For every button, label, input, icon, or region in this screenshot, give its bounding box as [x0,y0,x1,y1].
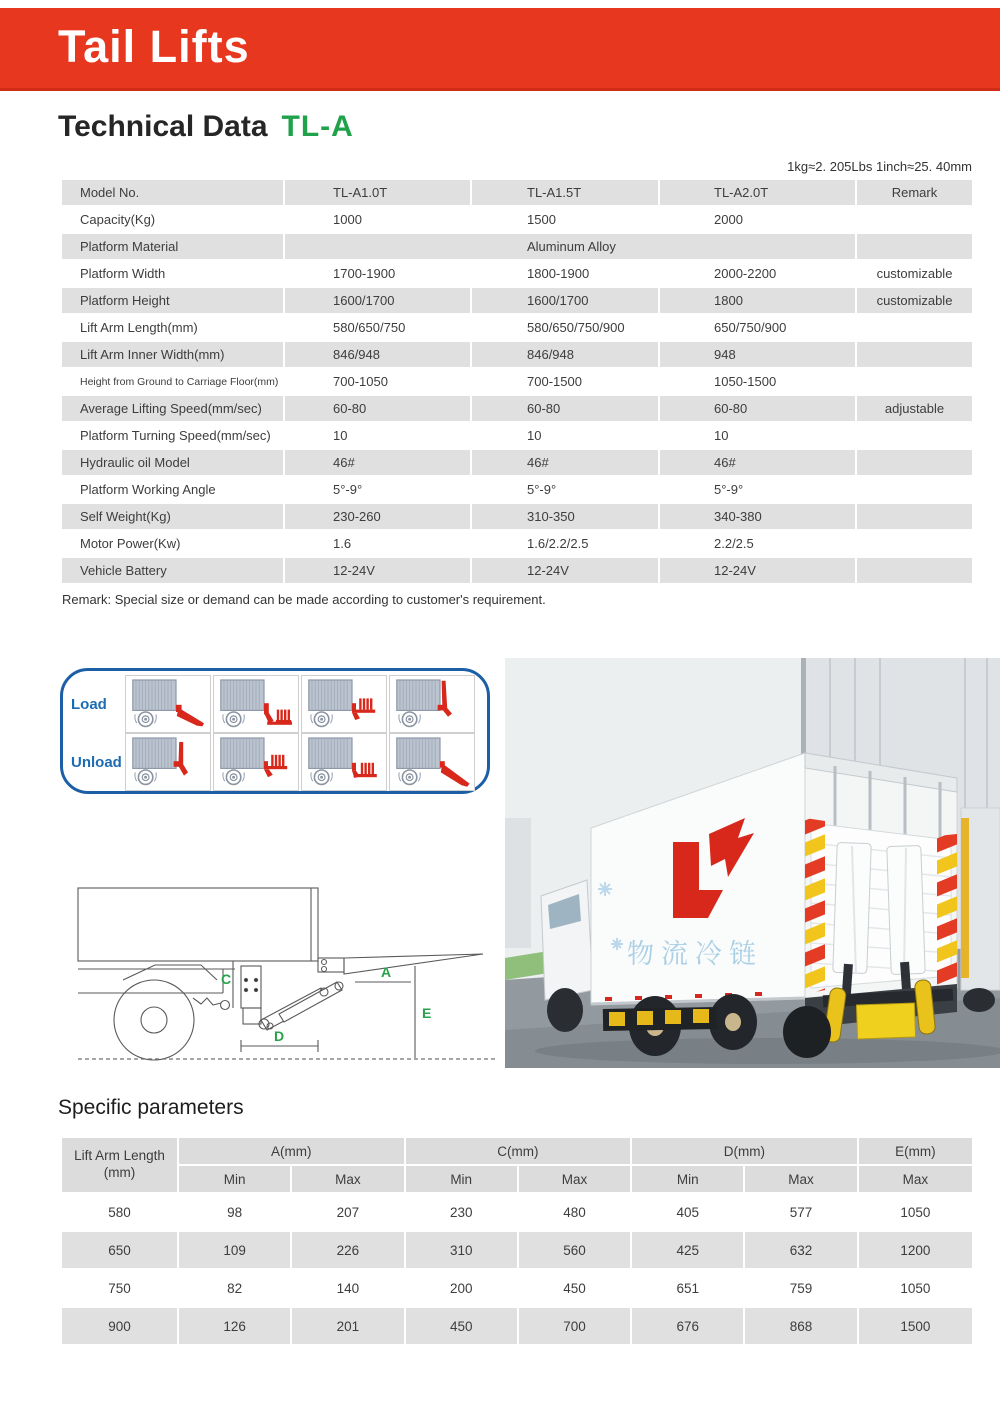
spec-value-cell: 12-24V [472,558,660,583]
param-minmax-header: Min [632,1166,745,1192]
spec-value-cell: 1800-1900 [472,261,660,286]
table-row [62,261,972,286]
spec-label-cell: Capacity(Kg) [62,207,285,232]
spec-remark-cell [857,342,972,367]
table-row [62,504,972,529]
table-row [62,1308,972,1344]
param-value-cell: 126 [179,1308,292,1344]
spec-label-cell: Platform Material [62,234,285,259]
spec-value-cell: 5°-9° [285,477,472,502]
param-value-cell: 98 [179,1194,292,1230]
spec-remark-cell [857,315,972,340]
dim-label-a: A [381,964,392,980]
unload-label: Unload [71,753,122,771]
table-row [62,450,972,475]
table-row [62,315,972,340]
spec-value-cell: 60-80 [472,396,660,421]
param-value-cell: 201 [292,1308,405,1344]
param-value-cell: 900 [62,1308,179,1344]
param-group-header: D(mm) [632,1138,859,1164]
spec-label-cell: Lift Arm Inner Width(mm) [62,342,285,367]
spec-value-cell: 10 [660,423,857,448]
param-minmax-header: Max [292,1166,405,1192]
table-footnote: Remark: Special size or demand can be made according to customer's requirement. [62,592,546,607]
table-row [62,369,972,394]
mini-truck-load-1 [125,675,211,733]
param-value-cell: 310 [406,1232,519,1268]
spec-value-cell: 2.2/2.5 [660,531,857,556]
section-heading [58,110,354,144]
spec-value-cell: 846/948 [285,342,472,367]
unit-conversion-note: 1kg≈2. 205Lbs 1inch≈25. 40mm [787,159,972,174]
tech-header-cell: TL-A1.0T [285,180,472,205]
spec-value-cell: 650/750/900 [660,315,857,340]
spec-remark-cell [857,369,972,394]
spec-label-cell: Platform Working Angle [62,477,285,502]
tech-header-cell: TL-A1.5T [472,180,660,205]
tech-header-cell: Remark [857,180,972,205]
table-row [62,342,972,367]
spec-label-cell: Vehicle Battery [62,558,285,583]
spec-remark-cell [857,450,972,475]
spec-value-cell: 1800 [660,288,857,313]
param-value-cell: 425 [632,1232,745,1268]
param-value-cell: 405 [632,1194,745,1230]
truck-photo [505,658,1000,1068]
dim-label-e: E [422,1005,432,1021]
spec-label-cell: Platform Width [62,261,285,286]
load-row [71,675,477,733]
param-value-cell: 580 [62,1194,179,1230]
table-row [62,1194,972,1230]
param-minmax-header: Min [406,1166,519,1192]
param-value-cell: 226 [292,1232,405,1268]
param-value-cell: 207 [292,1194,405,1230]
param-minmax-header: Max [519,1166,632,1192]
spec-value-cell: 310-350 [472,504,660,529]
table-row [62,423,972,448]
mini-truck-load-3 [301,675,387,733]
spec-value-cell: 1050-1500 [660,369,857,394]
param-value-cell: 109 [179,1232,292,1268]
param-value-cell: 200 [406,1270,519,1306]
spec-value-cell: 10 [285,423,472,448]
param-value-cell: 1500 [859,1308,972,1344]
spec-value-cell: 5°-9° [660,477,857,502]
spec-value-cell: 60-80 [285,396,472,421]
spec-remark-cell: adjustable [857,396,972,421]
spec-value-cell: 5°-9° [472,477,660,502]
table-row [62,1270,972,1306]
param-value-cell: 868 [745,1308,858,1344]
param-value-cell: 759 [745,1270,858,1306]
table-row [62,531,972,556]
page-banner [0,8,1000,91]
spec-value-cell: 1500 [472,207,660,232]
spec-label-cell: Motor Power(Kw) [62,531,285,556]
param-value-cell: 560 [519,1232,632,1268]
spec-value-cell: 580/650/750/900 [472,315,660,340]
mini-truck-load-4 [389,675,475,733]
table-row [62,1232,972,1268]
dimension-diagram [75,862,500,1067]
spec-value-cell: 46# [660,450,857,475]
dim-label-c: C [221,971,232,987]
spec-value-cell: 340-380 [660,504,857,529]
param-value-cell: 1050 [859,1270,972,1306]
spec-remark-cell [857,423,972,448]
params-header-row-2 [62,1166,972,1192]
spec-label-cell: Hydraulic oil Model [62,450,285,475]
table-row [62,558,972,583]
params-header-row-1 [62,1138,972,1164]
tech-spec-table [62,178,972,585]
spec-value-cell: 948 [660,342,857,367]
param-value-cell: 632 [745,1232,858,1268]
spec-value-cell: 846/948 [472,342,660,367]
tech-spec-table-wrap [62,178,972,585]
spec-value-cell: 46# [472,450,660,475]
spec-label-cell: Platform Height [62,288,285,313]
spec-value-cell: 700-1500 [472,369,660,394]
spec-remark-cell [857,531,972,556]
param-minmax-header: Min [179,1166,292,1192]
param-group-header: A(mm) [179,1138,406,1164]
spec-remark-cell [857,504,972,529]
spec-remark-cell [857,234,972,259]
spec-value-cell: 60-80 [660,396,857,421]
mini-truck-load-2 [213,675,299,733]
param-value-cell: 450 [406,1308,519,1344]
param-value-cell: 450 [519,1270,632,1306]
param-value-cell: 650 [62,1232,179,1268]
spec-remark-cell: customizable [857,288,972,313]
spec-label-cell: Average Lifting Speed(mm/sec) [62,396,285,421]
param-value-cell: 1050 [859,1194,972,1230]
spec-value-cell: 12-24V [285,558,472,583]
spec-value-cell: 1.6/2.2/2.5 [472,531,660,556]
param-value-cell: 676 [632,1308,745,1344]
spec-span-value-cell: Aluminum Alloy [285,234,857,259]
param-value-cell: 82 [179,1270,292,1306]
spec-value-cell: 700-1050 [285,369,472,394]
mini-truck-unload-4 [389,733,475,791]
table-row [62,396,972,421]
param-minmax-header: Max [745,1166,858,1192]
spec-value-cell: 12-24V [660,558,857,583]
tech-header-cell: TL-A2.0T [660,180,857,205]
load-unload-panel [60,668,490,794]
table-row [62,477,972,502]
params-table-wrap [62,1136,972,1346]
spec-value-cell: 1700-1900 [285,261,472,286]
param-group-header: C(mm) [406,1138,633,1164]
param-value-cell: 480 [519,1194,632,1230]
load-label: Load [71,695,107,713]
spec-label-cell: Self Weight(Kg) [62,504,285,529]
lift-arm-length-header: Lift Arm Length (mm) [62,1138,179,1192]
truck-side-text: 物流冷链 [627,939,763,969]
spec-value-cell: 230-260 [285,504,472,529]
spec-value-cell: 2000-2200 [660,261,857,286]
spec-value-cell: 46# [285,450,472,475]
table-row [62,288,972,313]
mini-truck-unload-2 [213,733,299,791]
table-row [62,234,972,259]
param-value-cell: 577 [745,1194,858,1230]
mini-truck-unload-1 [125,733,211,791]
spec-value-cell: 2000 [660,207,857,232]
spec-remark-cell [857,558,972,583]
param-value-cell: 230 [406,1194,519,1230]
spec-remark-cell [857,207,972,232]
param-value-cell: 651 [632,1270,745,1306]
spec-value-cell: 1600/1700 [472,288,660,313]
spec-value-cell: 1600/1700 [285,288,472,313]
model-badge: TL-A [281,110,354,143]
unload-row [71,733,477,791]
param-value-cell: 750 [62,1270,179,1306]
spec-remark-cell: customizable [857,261,972,286]
param-minmax-header: Max [859,1166,972,1192]
params-table [62,1136,972,1346]
tech-header-row [62,180,972,205]
specific-parameters-title: Specific parameters [58,1096,244,1119]
param-value-cell: 700 [519,1308,632,1344]
param-value-cell: 1200 [859,1232,972,1268]
spec-value-cell: 580/650/750 [285,315,472,340]
mini-truck-unload-3 [301,733,387,791]
spec-label-cell: Platform Turning Speed(mm/sec) [62,423,285,448]
page-title: Tail Lifts [58,21,250,72]
param-value-cell: 140 [292,1270,405,1306]
spec-value-cell: 1.6 [285,531,472,556]
tech-header-cell: Model No. [62,180,285,205]
spec-value-cell: 10 [472,423,660,448]
dim-label-d: D [274,1028,285,1044]
spec-label-cell: Height from Ground to Carriage Floor(mm) [62,369,285,394]
spec-value-cell: 1000 [285,207,472,232]
table-row [62,207,972,232]
param-group-header: E(mm) [859,1138,972,1164]
section-title: Technical Data [58,110,268,143]
spec-remark-cell [857,477,972,502]
spec-label-cell: Lift Arm Length(mm) [62,315,285,340]
